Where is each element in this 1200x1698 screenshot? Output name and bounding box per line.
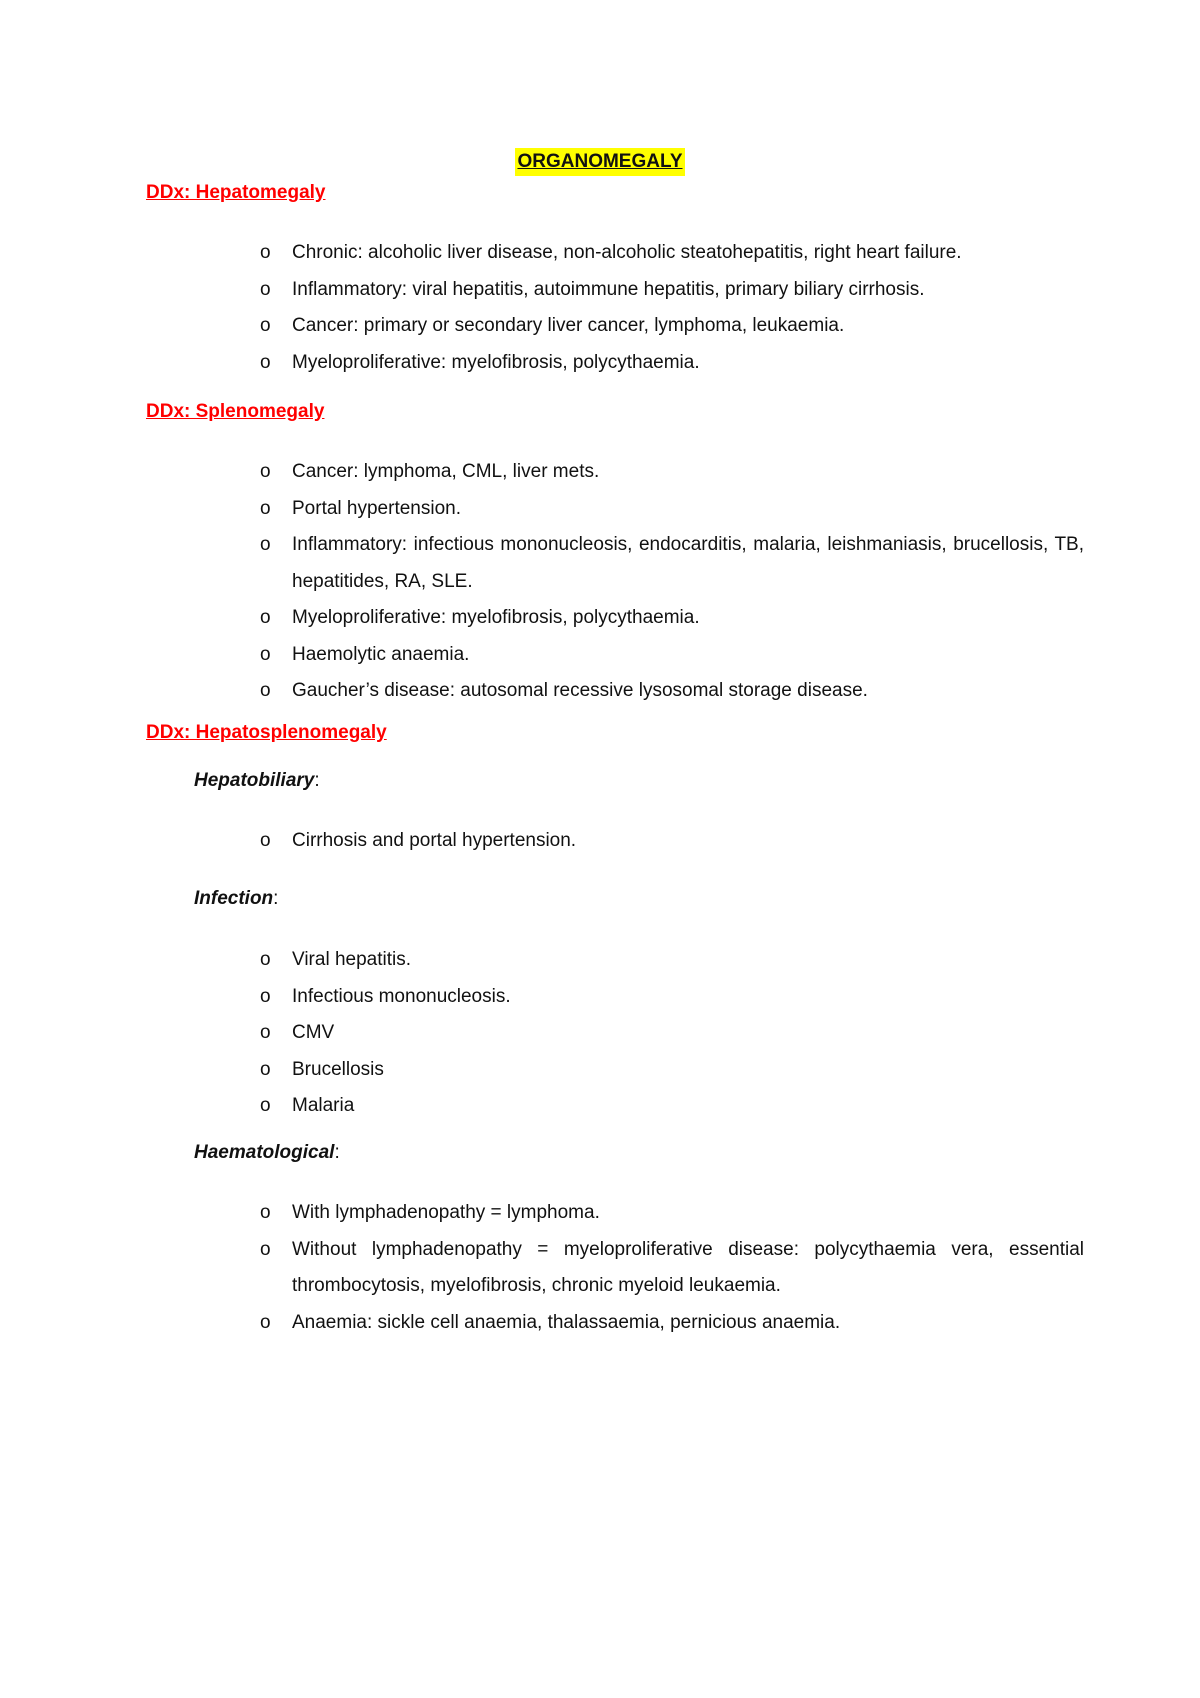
list-item: o Malaria <box>260 1088 1084 1125</box>
bullet-icon: o <box>260 278 271 300</box>
list-item: o Cancer: lymphoma, CML, liver mets. <box>260 454 1084 491</box>
list-item: o Myeloproliferative: myelofibrosis, polycythaemia. <box>260 345 1084 382</box>
list-hepatobiliary <box>260 823 1084 860</box>
list-item: o Chronic: alcoholic liver disease, non-alcoholic steatohepatitis, right heart failure. <box>260 235 1084 272</box>
bullet-icon: o <box>260 1095 271 1116</box>
list-item: o Brucellosis <box>260 1052 1084 1089</box>
list-item: o Cirrhosis and portal hypertension. <box>260 823 1084 860</box>
list-item: o Anaemia: sickle cell anaemia, thalassaemia, pernicious anaemia. <box>260 1305 1084 1342</box>
bullet-icon: o <box>260 534 271 555</box>
list-item: o Without lymphadenopathy = myeloproliferative disease: polycythaemia vera, essential thrombocytosis, myelofibrosis, chronic myeloid leukaemia. <box>260 1232 1084 1305</box>
bullet-icon: o <box>260 1058 271 1080</box>
bullet-icon: o <box>260 830 271 851</box>
list-item: o Haemolytic anaemia. <box>260 637 1084 674</box>
list-item: o Viral hepatitis. <box>260 942 1084 979</box>
bullet-icon: o <box>260 351 271 373</box>
bullet-icon: o <box>260 315 271 336</box>
bullet-icon: o <box>260 497 271 519</box>
list-item: o Myeloproliferative: myelofibrosis, polycythaemia. <box>260 600 1084 637</box>
bullet-icon: o <box>260 242 271 263</box>
list-splenomegaly <box>260 454 1084 710</box>
bullet-icon: o <box>260 1238 271 1260</box>
list-item: o Infectious mononucleosis. <box>260 979 1084 1016</box>
list-item: o Inflammatory: infectious mononucleosis, endocarditis, malaria, leishmaniasis, brucellosis, TB, hepatitides, RA, SLE. <box>260 527 1084 600</box>
bullet-icon: o <box>260 1022 271 1043</box>
list-infection <box>260 942 1084 1125</box>
list-hepatomegaly <box>260 235 1084 381</box>
bullet-icon: o <box>260 949 271 970</box>
bullet-icon: o <box>260 607 271 628</box>
subheading-hepatobiliary: Hepatobiliary: <box>194 770 320 791</box>
heading-splenomegaly: DDx: Splenomegaly <box>146 401 325 422</box>
bullet-icon: o <box>260 680 271 701</box>
bullet-icon: o <box>260 1311 271 1333</box>
bullet-icon: o <box>260 985 271 1007</box>
heading-hepatosplenomegaly: DDx: Hepatosplenomegaly <box>146 722 387 743</box>
list-item: o Inflammatory: viral hepatitis, autoimmune hepatitis, primary biliary cirrhosis. <box>260 272 1084 309</box>
subheading-infection: Infection: <box>194 888 279 909</box>
list-item: o CMV <box>260 1015 1084 1052</box>
list-item: o Portal hypertension. <box>260 491 1084 528</box>
bullet-icon: o <box>260 461 271 482</box>
bullet-icon: o <box>260 643 271 665</box>
document-title: ORGANOMEGALY <box>515 148 684 176</box>
list-item: o Cancer: primary or secondary liver cancer, lymphoma, leukaemia. <box>260 308 1084 345</box>
subheading-haematological: Haematological: <box>194 1142 340 1163</box>
list-haematological <box>260 1195 1084 1341</box>
list-item: o Gaucher’s disease: autosomal recessive lysosomal storage disease. <box>260 673 1084 710</box>
list-item: o With lymphadenopathy = lymphoma. <box>260 1195 1084 1232</box>
title-container <box>0 148 1200 176</box>
bullet-icon: o <box>260 1202 271 1223</box>
heading-hepatomegaly: DDx: Hepatomegaly <box>146 182 326 203</box>
